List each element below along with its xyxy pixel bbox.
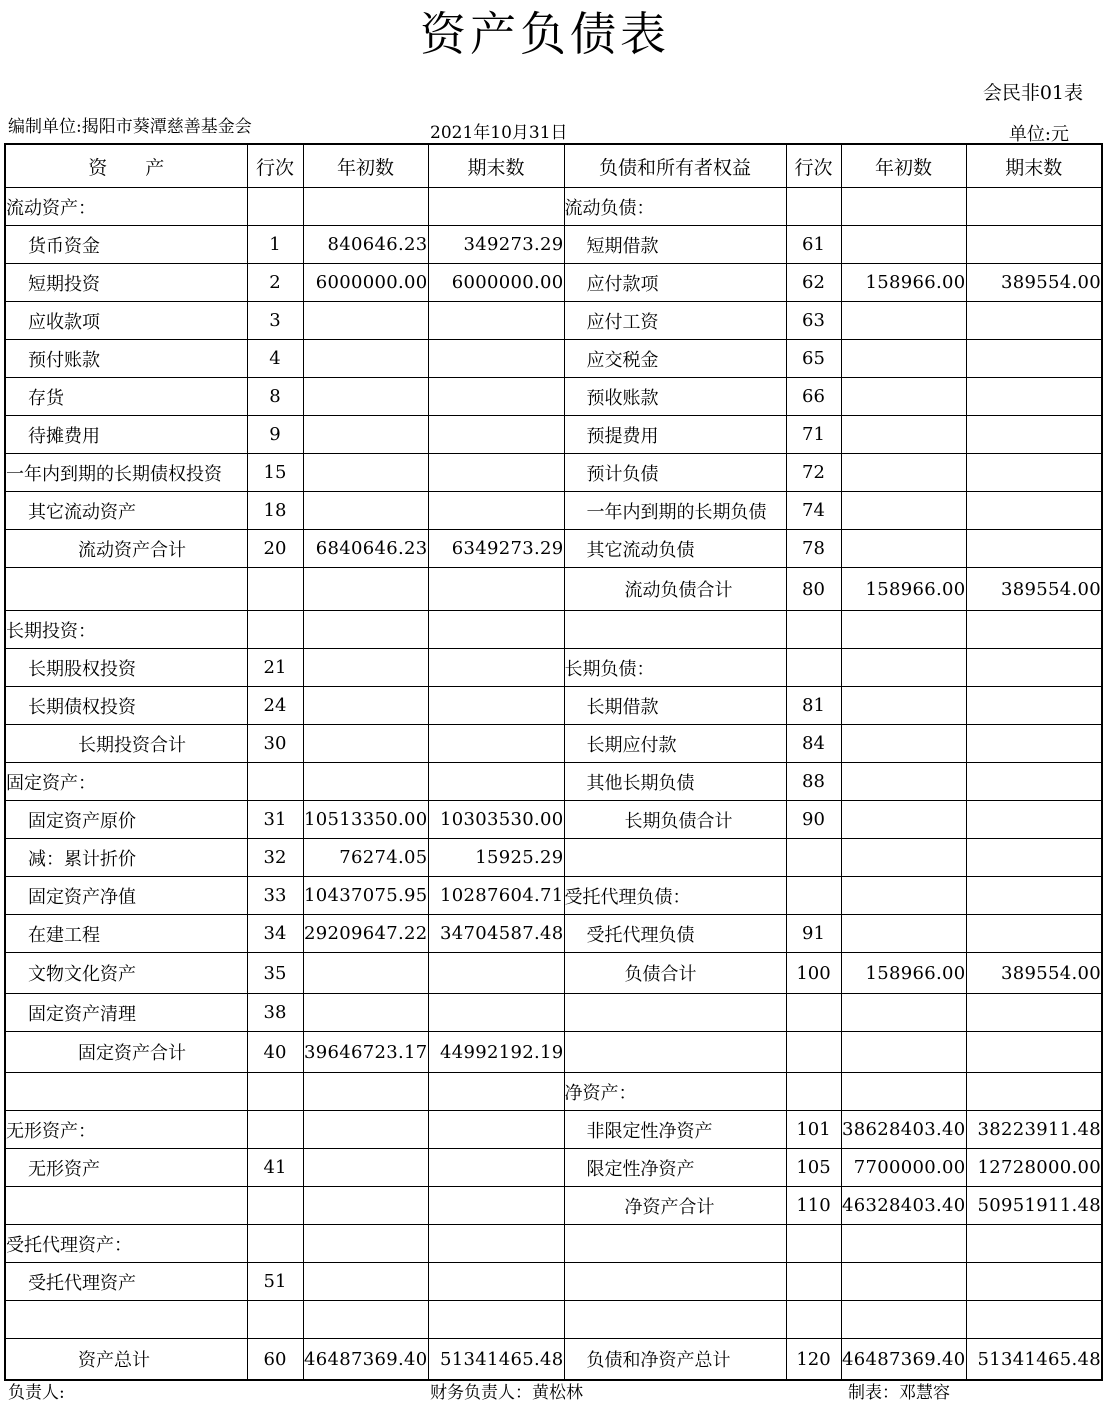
asset-end-value [428,1301,564,1339]
asset-row-no: 34 [247,915,303,953]
liability-begin-value [841,839,966,877]
asset-end-value [428,763,564,801]
table-row [5,915,1102,953]
asset-end-value [428,994,564,1032]
asset-begin-value: 76274.05 [303,839,428,877]
liability-end-value [966,994,1102,1032]
table-row [5,1111,1102,1149]
liability-label: 限定性净资产 [564,1149,786,1187]
asset-begin-value [303,454,428,492]
table-row [5,839,1102,877]
liability-end-value [966,530,1102,568]
liability-label: 受托代理负债： [564,877,786,915]
liability-begin-value [841,915,966,953]
asset-row-no: 51 [247,1263,303,1301]
asset-row-no: 15 [247,454,303,492]
table-row [5,1187,1102,1225]
asset-end-value: 6349273.29 [428,530,564,568]
header-row-no: 行次 [247,144,303,188]
liability-row-no: 101 [786,1111,841,1149]
liability-label: 短期借款 [564,226,786,264]
asset-label: 受托代理资产 [5,1263,247,1301]
asset-begin-value [303,492,428,530]
liability-row-no [786,1301,841,1339]
asset-row-no: 24 [247,687,303,725]
liability-begin-value [841,725,966,763]
liability-label: 预收账款 [564,378,786,416]
liability-end-value [966,725,1102,763]
header-end-balance: 期末数 [428,144,564,188]
liability-row-no [786,1073,841,1111]
table-row [5,994,1102,1032]
liability-begin-value [841,687,966,725]
asset-row-no: 33 [247,877,303,915]
liability-label: 长期应付款 [564,725,786,763]
liability-label: 流动负债合计 [564,568,786,611]
liability-row-no [786,188,841,226]
asset-label: 固定资产净值 [5,877,247,915]
asset-row-no: 30 [247,725,303,763]
reporting-unit: 编制单位:揭阳市葵潭慈善基金会 [8,117,252,137]
asset-begin-value [303,378,428,416]
liability-begin-value [841,454,966,492]
liability-row-no [786,994,841,1032]
principal-signature: 负责人: [8,1383,65,1403]
liability-row-no [786,877,841,915]
liability-end-value: 389554.00 [966,568,1102,611]
asset-row-no: 38 [247,994,303,1032]
table-row [5,1032,1102,1073]
asset-label: 固定资产清理 [5,994,247,1032]
liability-end-value [966,1263,1102,1301]
liability-label: 负债合计 [564,953,786,994]
liability-begin-value [841,188,966,226]
asset-row-no: 18 [247,492,303,530]
liability-row-no [786,1032,841,1073]
asset-end-value [428,1149,564,1187]
liability-row-no: 71 [786,416,841,454]
asset-end-value [428,649,564,687]
liability-end-value [966,1073,1102,1111]
liability-row-no [786,1225,841,1263]
asset-label: 流动资产合计 [5,530,247,568]
table-row [5,188,1102,226]
liability-label: 应付款项 [564,264,786,302]
asset-label: 存货 [5,378,247,416]
asset-begin-value [303,649,428,687]
asset-label: 应收款项 [5,302,247,340]
asset-label: 固定资产： [5,763,247,801]
table-row [5,378,1102,416]
liability-row-no: 84 [786,725,841,763]
asset-begin-value [303,725,428,763]
liability-begin-value: 7700000.00 [841,1149,966,1187]
asset-label [5,568,247,611]
liability-end-value [966,188,1102,226]
liability-row-no: 72 [786,454,841,492]
asset-row-no [247,188,303,226]
asset-end-value [428,687,564,725]
asset-begin-value: 10437075.95 [303,877,428,915]
liability-row-no: 78 [786,530,841,568]
asset-begin-value: 39646723.17 [303,1032,428,1073]
asset-label: 文物文化资产 [5,953,247,994]
asset-begin-value [303,1225,428,1263]
asset-row-no: 2 [247,264,303,302]
asset-label [5,1301,247,1339]
asset-begin-value: 840646.23 [303,226,428,264]
table-row [5,687,1102,725]
liability-begin-value [841,1301,966,1339]
asset-begin-value [303,1187,428,1225]
preparer: 制表：邓慧容 [848,1383,950,1403]
liability-row-no: 61 [786,226,841,264]
asset-begin-value: 10513350.00 [303,801,428,839]
asset-end-value: 51341465.48 [428,1339,564,1381]
asset-begin-value [303,1073,428,1111]
liability-begin-value [841,649,966,687]
liability-label: 长期负债合计 [564,801,786,839]
asset-begin-value [303,302,428,340]
liability-end-value [966,915,1102,953]
liability-label: 净资产合计 [564,1187,786,1225]
liability-row-no: 74 [786,492,841,530]
liability-row-no [786,839,841,877]
asset-end-value [428,188,564,226]
liability-begin-value: 158966.00 [841,953,966,994]
asset-end-value [428,492,564,530]
asset-begin-value [303,188,428,226]
asset-label: 货币资金 [5,226,247,264]
liability-begin-value [841,994,966,1032]
liability-begin-value [841,226,966,264]
asset-label: 在建工程 [5,915,247,953]
liability-label: 净资产： [564,1073,786,1111]
asset-row-no [247,1301,303,1339]
liability-end-value [966,454,1102,492]
liability-begin-value [841,302,966,340]
asset-end-value [428,340,564,378]
asset-end-value: 10287604.71 [428,877,564,915]
liability-end-value [966,687,1102,725]
liability-label: 长期负债： [564,649,786,687]
asset-begin-value [303,340,428,378]
liability-end-value [966,801,1102,839]
liability-end-value: 389554.00 [966,264,1102,302]
report-date: 2021年10月31日 [430,123,568,143]
asset-row-no: 1 [247,226,303,264]
asset-label: 长期债权投资 [5,687,247,725]
table-header-row [5,144,1102,188]
liability-end-value [966,492,1102,530]
asset-end-value [428,1225,564,1263]
table-row [5,1225,1102,1263]
liability-label [564,994,786,1032]
asset-end-value [428,568,564,611]
liability-row-no: 88 [786,763,841,801]
table-row [5,226,1102,264]
liability-row-no: 80 [786,568,841,611]
liability-begin-value [841,492,966,530]
liability-begin-value: 158966.00 [841,264,966,302]
asset-row-no: 35 [247,953,303,994]
liability-begin-value [841,877,966,915]
asset-begin-value [303,416,428,454]
liability-label: 应付工资 [564,302,786,340]
asset-row-no [247,1187,303,1225]
liability-label: 一年内到期的长期负债 [564,492,786,530]
liability-begin-value [841,1263,966,1301]
asset-begin-value [303,568,428,611]
asset-label: 长期股权投资 [5,649,247,687]
asset-end-value [428,1187,564,1225]
asset-end-value: 349273.29 [428,226,564,264]
table-row [5,611,1102,649]
asset-label: 无形资产 [5,1149,247,1187]
liability-row-no [786,611,841,649]
liability-label [564,1032,786,1073]
liability-end-value: 38223911.48 [966,1111,1102,1149]
liability-label: 其它流动负债 [564,530,786,568]
table-row [5,649,1102,687]
liability-label [564,1301,786,1339]
liability-label: 长期借款 [564,687,786,725]
liability-end-value: 50951911.48 [966,1187,1102,1225]
liability-row-no: 110 [786,1187,841,1225]
table-row [5,1263,1102,1301]
asset-row-no: 32 [247,839,303,877]
asset-end-value [428,725,564,763]
table-row [5,877,1102,915]
liability-label [564,611,786,649]
table-row [5,492,1102,530]
asset-end-value [428,611,564,649]
liability-label [564,1263,786,1301]
asset-begin-value [303,687,428,725]
asset-label: 固定资产原价 [5,801,247,839]
asset-row-no: 40 [247,1032,303,1073]
asset-label: 受托代理资产： [5,1225,247,1263]
asset-label: 短期投资 [5,264,247,302]
asset-end-value: 6000000.00 [428,264,564,302]
table-row [5,725,1102,763]
liability-row-no: 105 [786,1149,841,1187]
asset-begin-value [303,611,428,649]
liability-row-no: 90 [786,801,841,839]
asset-label: 待摊费用 [5,416,247,454]
liability-row-no: 62 [786,264,841,302]
asset-row-no: 4 [247,340,303,378]
liability-label: 非限定性净资产 [564,1111,786,1149]
asset-label [5,1187,247,1225]
table-row [5,530,1102,568]
liability-label: 应交税金 [564,340,786,378]
table-row [5,953,1102,994]
liability-row-no: 65 [786,340,841,378]
asset-end-value [428,302,564,340]
liability-end-value [966,877,1102,915]
liability-row-no: 100 [786,953,841,994]
asset-row-no: 31 [247,801,303,839]
liability-begin-value: 38628403.40 [841,1111,966,1149]
asset-label: 固定资产合计 [5,1032,247,1073]
table-row [5,416,1102,454]
asset-row-no [247,568,303,611]
table-row [5,801,1102,839]
liability-row-no: 91 [786,915,841,953]
asset-begin-value: 46487369.40 [303,1339,428,1381]
asset-row-no: 41 [247,1149,303,1187]
asset-begin-value [303,994,428,1032]
liability-label: 其他长期负债 [564,763,786,801]
asset-row-no [247,611,303,649]
asset-end-value: 10303530.00 [428,801,564,839]
asset-end-value [428,1073,564,1111]
asset-end-value [428,378,564,416]
liability-row-no: 120 [786,1339,841,1381]
asset-end-value [428,416,564,454]
header-begin-balance: 年初数 [303,144,428,188]
liability-end-value [966,226,1102,264]
liability-begin-value [841,416,966,454]
asset-row-no [247,1225,303,1263]
asset-begin-value [303,1301,428,1339]
asset-label: 预付账款 [5,340,247,378]
liability-label [564,839,786,877]
liability-begin-value [841,1032,966,1073]
liability-begin-value: 46328403.40 [841,1187,966,1225]
asset-row-no: 21 [247,649,303,687]
finance-officer: 财务负责人：黄松林 [430,1383,583,1403]
asset-label: 无形资产： [5,1111,247,1149]
header-liabilities-equity: 负债和所有者权益 [564,144,786,188]
asset-begin-value [303,1263,428,1301]
asset-row-no: 9 [247,416,303,454]
asset-end-value [428,1111,564,1149]
liability-label: 预计负债 [564,454,786,492]
liability-begin-value [841,1073,966,1111]
asset-end-value [428,953,564,994]
liability-label: 受托代理负债 [564,915,786,953]
table-row [5,454,1102,492]
asset-row-no: 60 [247,1339,303,1381]
table-row [5,1149,1102,1187]
asset-row-no: 20 [247,530,303,568]
asset-begin-value [303,1149,428,1187]
liability-begin-value: 158966.00 [841,568,966,611]
liability-begin-value [841,378,966,416]
asset-row-no: 3 [247,302,303,340]
liability-end-value [966,302,1102,340]
liability-end-value [966,378,1102,416]
liability-row-no: 63 [786,302,841,340]
liability-row-no: 81 [786,687,841,725]
asset-label: 一年内到期的长期债权投资 [5,454,247,492]
header-asset: 资 产 [5,144,247,188]
liability-row-no [786,649,841,687]
table-row [5,1073,1102,1111]
asset-begin-value: 29209647.22 [303,915,428,953]
table-row [5,1339,1102,1381]
asset-begin-value [303,763,428,801]
asset-label: 资产总计 [5,1339,247,1381]
asset-row-no [247,1073,303,1111]
header-begin-balance-2: 年初数 [841,144,966,188]
liability-begin-value [841,801,966,839]
report-title: 资产负债表 [420,7,670,61]
asset-end-value [428,454,564,492]
asset-row-no [247,1111,303,1149]
liability-end-value [966,416,1102,454]
currency-unit: 单位:元 [1008,124,1069,145]
liability-label: 负债和净资产总计 [564,1339,786,1381]
liability-end-value [966,1301,1102,1339]
header-row-no-2: 行次 [786,144,841,188]
liability-begin-value [841,611,966,649]
liability-end-value [966,649,1102,687]
liability-end-value [966,340,1102,378]
liability-begin-value [841,340,966,378]
table-row [5,763,1102,801]
asset-row-no: 8 [247,378,303,416]
liability-end-value: 12728000.00 [966,1149,1102,1187]
asset-label: 其它流动资产 [5,492,247,530]
liability-end-value [966,763,1102,801]
liability-label [564,1225,786,1263]
asset-end-value: 15925.29 [428,839,564,877]
liability-row-no: 66 [786,378,841,416]
liability-end-value [966,1225,1102,1263]
table-row [5,568,1102,611]
form-code: 会民非01表 [982,82,1083,104]
table-row [5,1301,1102,1339]
liability-begin-value: 46487369.40 [841,1339,966,1381]
asset-label: 长期投资： [5,611,247,649]
asset-begin-value: 6000000.00 [303,264,428,302]
asset-label: 流动资产： [5,188,247,226]
asset-end-value: 44992192.19 [428,1032,564,1073]
table-row [5,264,1102,302]
liability-label: 预提费用 [564,416,786,454]
table-row [5,340,1102,378]
asset-begin-value [303,1111,428,1149]
liability-begin-value [841,530,966,568]
asset-label: 长期投资合计 [5,725,247,763]
table-row [5,302,1102,340]
liability-end-value [966,1032,1102,1073]
balance-sheet-table [4,143,1103,1381]
asset-label [5,1073,247,1111]
liability-row-no [786,1263,841,1301]
asset-end-value [428,1263,564,1301]
liability-end-value [966,611,1102,649]
liability-begin-value [841,763,966,801]
header-end-balance-2: 期末数 [966,144,1102,188]
liability-label: 流动负债： [564,188,786,226]
liability-end-value: 51341465.48 [966,1339,1102,1381]
liability-begin-value [841,1225,966,1263]
asset-begin-value [303,953,428,994]
liability-end-value: 389554.00 [966,953,1102,994]
asset-end-value: 34704587.48 [428,915,564,953]
asset-begin-value: 6840646.23 [303,530,428,568]
asset-row-no [247,763,303,801]
liability-end-value [966,839,1102,877]
asset-label: 减：累计折价 [5,839,247,877]
